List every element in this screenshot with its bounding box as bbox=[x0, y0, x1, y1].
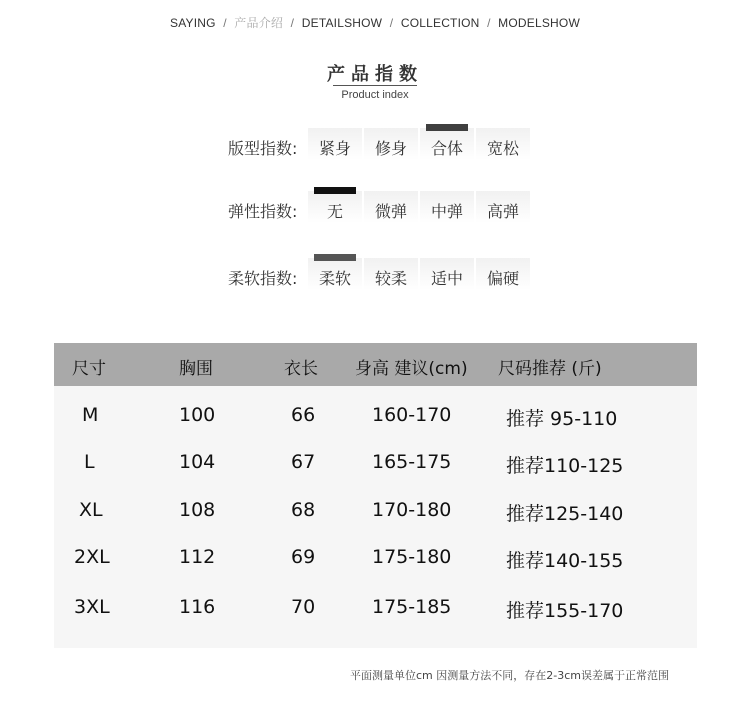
cell-length: 67 bbox=[291, 451, 316, 473]
fit-option-regular: 合体 bbox=[424, 136, 470, 159]
cell-size: M bbox=[82, 404, 99, 426]
cell-weight: 推荐140-155 bbox=[506, 550, 624, 572]
softness-option-moderate: 适中 bbox=[424, 266, 470, 289]
cell-size: L bbox=[84, 451, 95, 473]
nav-separator: / bbox=[290, 16, 295, 30]
nav-separator: / bbox=[389, 16, 394, 30]
section-title: 产品指数 bbox=[327, 64, 423, 85]
softness-option-soft: 柔软 bbox=[312, 266, 358, 289]
cell-chest: 112 bbox=[179, 546, 216, 568]
cell-height: 160-170 bbox=[372, 404, 452, 426]
header-length: 衣长 bbox=[284, 359, 318, 379]
selected-marker bbox=[314, 254, 356, 261]
softness-option-stiff: 偏硬 bbox=[480, 266, 526, 289]
fit-option-loose: 宽松 bbox=[480, 136, 526, 159]
elasticity-option-none: 无 bbox=[312, 199, 358, 222]
header-size: 尺寸 bbox=[72, 359, 106, 379]
elasticity-index-row bbox=[0, 199, 750, 239]
selected-marker bbox=[314, 187, 356, 194]
cell-length: 69 bbox=[291, 546, 316, 568]
fit-index-label: 版型指数: bbox=[228, 139, 298, 158]
cell-length: 66 bbox=[291, 404, 316, 426]
cell-height: 175-180 bbox=[372, 546, 452, 568]
header-height: 身高 建议(cm) bbox=[355, 359, 468, 379]
elasticity-option-high: 高弹 bbox=[480, 199, 526, 222]
nav-separator: / bbox=[487, 16, 491, 30]
fit-index-row bbox=[0, 136, 750, 176]
size-table bbox=[54, 343, 697, 648]
cell-chest: 108 bbox=[179, 499, 216, 521]
selected-marker bbox=[426, 124, 468, 131]
elasticity-option-slight: 微弹 bbox=[368, 199, 414, 222]
top-navigation bbox=[0, 14, 750, 31]
fit-option-slim: 修身 bbox=[368, 136, 414, 159]
nav-item-saying[interactable]: SAYING bbox=[170, 16, 216, 30]
cell-weight: 推荐125-140 bbox=[506, 503, 624, 525]
nav-item-modelshow[interactable]: MODELSHOW bbox=[498, 16, 580, 30]
cell-weight: 推荐155-170 bbox=[506, 600, 624, 622]
cell-length: 70 bbox=[291, 596, 316, 618]
nav-separator: / bbox=[223, 16, 227, 30]
nav-item-collection[interactable]: COLLECTION bbox=[400, 16, 480, 30]
cell-chest: 116 bbox=[179, 596, 216, 618]
cell-weight: 推荐110-125 bbox=[506, 455, 624, 477]
elasticity-option-medium: 中弹 bbox=[424, 199, 470, 222]
cell-chest: 100 bbox=[179, 404, 216, 426]
section-subtitle: Product index bbox=[341, 89, 409, 101]
cell-size: 3XL bbox=[74, 596, 110, 618]
cell-chest: 104 bbox=[179, 451, 216, 473]
measurement-note: 平面测量单位cm 因测量方法不同，存在2-3cm误差属于正常范围 bbox=[350, 669, 669, 682]
cell-length: 68 bbox=[291, 499, 316, 521]
elasticity-index-label: 弹性指数: bbox=[228, 202, 298, 221]
table-header bbox=[54, 343, 697, 386]
header-weight: 尺码推荐 (斤) bbox=[498, 359, 602, 379]
fit-option-tight: 紧身 bbox=[312, 136, 358, 159]
title-divider bbox=[333, 85, 417, 86]
cell-weight: 推荐 95-110 bbox=[506, 408, 618, 430]
cell-size: 2XL bbox=[74, 546, 110, 568]
softness-index-row bbox=[0, 266, 750, 306]
header-chest: 胸围 bbox=[179, 359, 213, 379]
cell-height: 165-175 bbox=[372, 451, 452, 473]
softness-option-softer: 较柔 bbox=[368, 266, 414, 289]
cell-height: 175-185 bbox=[372, 596, 452, 618]
nav-item-detailshow[interactable]: DETAILSHOW bbox=[301, 16, 383, 30]
softness-index-label: 柔软指数: bbox=[228, 269, 298, 288]
cell-size: XL bbox=[79, 499, 103, 521]
nav-item-product-intro[interactable]: 产品介绍 bbox=[234, 16, 284, 30]
cell-height: 170-180 bbox=[372, 499, 452, 521]
